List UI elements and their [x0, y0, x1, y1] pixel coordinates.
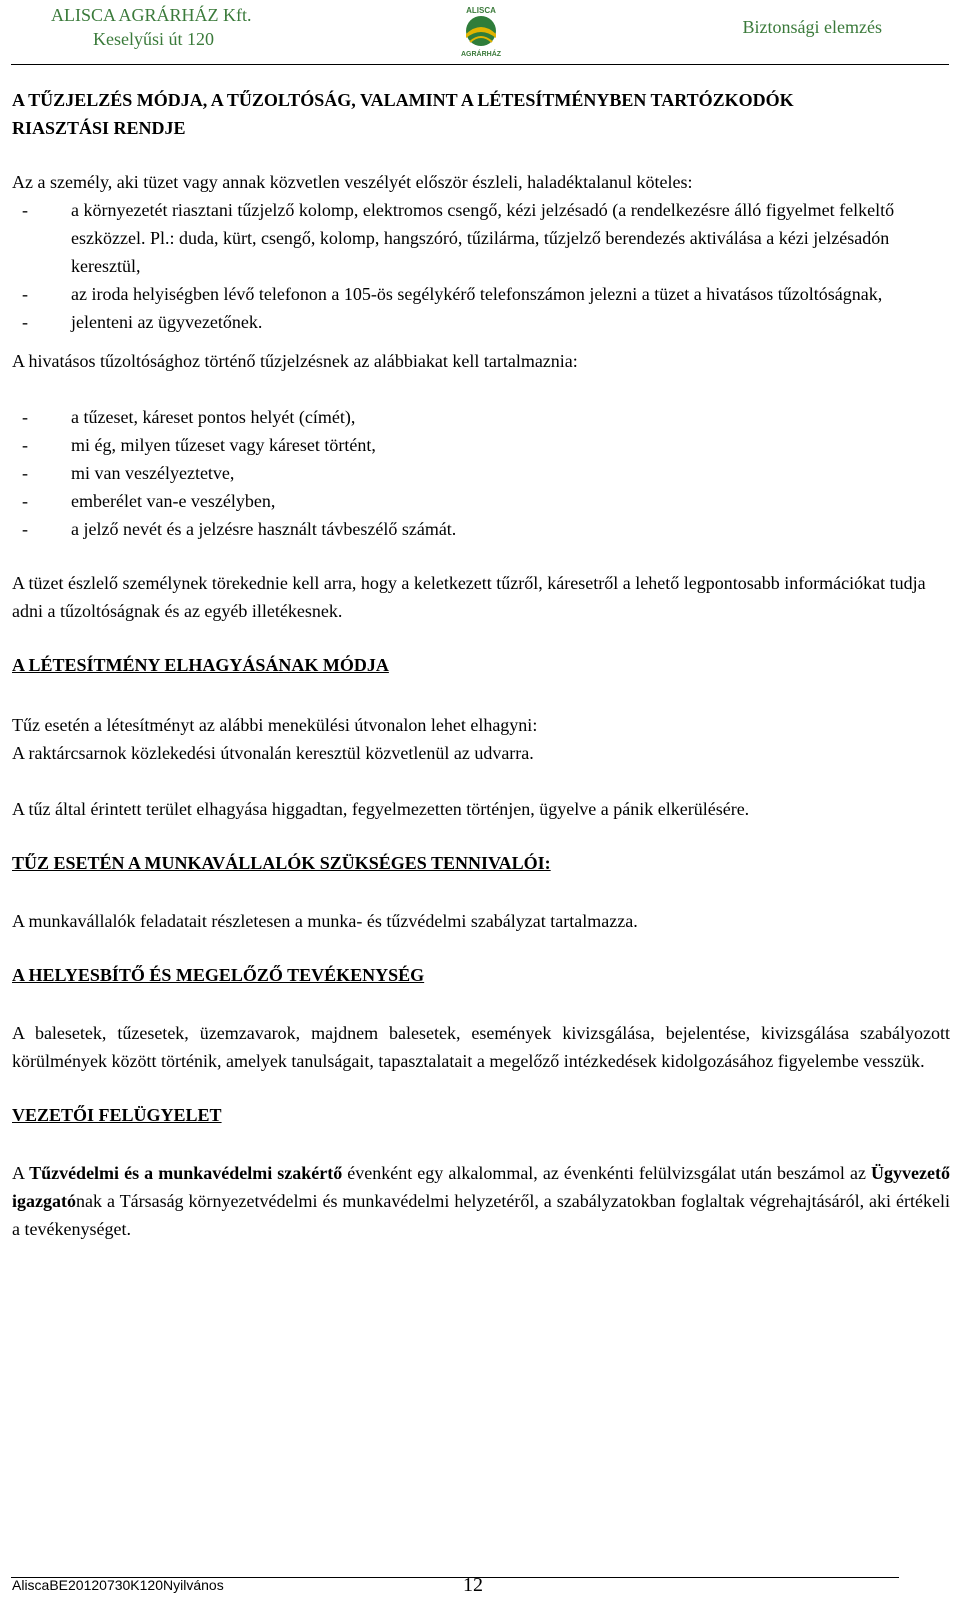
report-item-2: - mi ég, milyen tűzeset vagy káreset történt, [12, 431, 950, 459]
section1-closing: A tüzet észlelő személynek törekednie kell arra, hogy a keletkezett tűzről, káresetről a lehető legpontosabb információkat tudja adni a tűzoltóságnak és az egyéb illetékesnek. [12, 573, 926, 621]
header-company-block [51, 3, 252, 51]
section2-line2: A raktárcsarnok közlekedési útvonalán keresztül közvetlenül az udvarra. [12, 743, 534, 763]
director-role-text: Ügyvezető igazgató [12, 1163, 950, 1211]
section1-bullet-3: - jelenteni az ügyvezetőnek. [12, 308, 950, 336]
section1-bullet-1: - a környezetét riasztani tűzjelző kolomp, elektromos csengő, kézi jelzésadó (a rendelkezésre álló figyelmet felkeltő eszközzel. Pl.: duda, kürt, csengő, kolomp, hangszóró, tűzilárma, tűzjelző berendezés aktiválása a kézi jelzésadón keresztül, [12, 196, 950, 280]
expert-role-text: Tűzvédelmi és a munkavédelmi szakértő [29, 1163, 343, 1183]
page-header [0, 0, 960, 60]
section-fire-reporting [12, 86, 950, 625]
section-management-oversight [12, 1101, 950, 1243]
report-intro: A hivatásos tűzoltósághoz történő tűzjelzésnek az alábbiakat kell tartalmaznia: [12, 351, 578, 371]
report-item-1: - a tűzeset, káreset pontos helyét (címét), [12, 403, 950, 431]
header-rule [11, 64, 949, 65]
section3-title: TŰZ ESETÉN A MUNKAVÁLLALÓK SZÜKSÉGES TENNIVALÓI: [12, 853, 551, 873]
page-number: 12 [463, 1574, 483, 1596]
section-employee-tasks [12, 849, 950, 935]
section-evacuation [12, 651, 950, 823]
section2-para: A tűz által érintett terület elhagyása higgadtan, fegyelmezetten történjen, ügyelve a pánik elkerülésére. [12, 799, 750, 819]
logo-top-text: ALISCA [466, 6, 496, 15]
page-content [12, 86, 950, 1243]
section1-title-line1: A TŰZJELZÉS MÓDJA, A TŰZOLTÓSÁG, VALAMINT A LÉTESÍTMÉNYBEN TARTÓZKODÓK [12, 90, 794, 110]
section3-para: A munkavállalók feladatait részletesen a munka- és tűzvédelmi szabályzat tartalmazza. [12, 911, 638, 931]
footer-doc-id: AliscaBE20120730K120Nyilvános [12, 1577, 224, 1593]
section2-line1: Tűz esetén a létesítményt az alábbi menekülési útvonalon lehet elhagyni: [12, 715, 538, 735]
report-item-5: - a jelző nevét és a jelzésre használt távbeszélő számát. [12, 515, 950, 543]
section-corrective-preventive [12, 961, 950, 1075]
section4-title: A HELYESBÍTŐ ÉS MEGELŐZŐ TEVÉKENYSÉG [12, 965, 425, 985]
alisca-logo [452, 2, 510, 58]
section5-title: VEZETŐI FELÜGYELET [12, 1105, 222, 1125]
header-company-name: ALISCA AGRÁRHÁZ Kft. [51, 5, 252, 25]
section1-title-line2: RIASZTÁSI RENDJE [12, 118, 186, 138]
section4-para: A balesetek, tűzesetek, üzemzavarok, majdnem balesetek, események kivizsgálása, bejelentése, kivizsgálása szabályozott körülmények között történik, amelyek tanulságait, tapasztalatait a megelőző intézkedések kidolgozásához figyelembe vesszük. [12, 1023, 950, 1071]
logo-bottom-text: AGRÁRHÁZ [460, 51, 502, 58]
report-item-3: - mi van veszélyeztetve, [12, 459, 950, 487]
header-doc-title: Biztonsági elemzés [742, 17, 882, 37]
report-item-4: - emberélet van-e veszélyben, [12, 487, 950, 515]
section5-para: A Tűzvédelmi és a munkavédelmi szakértő évenként egy alkalommal, az évenkénti felülvizsgálat után beszámol az Ügyvezető igazgatónak a Társaság környezetvédelmi és munkavédelmi helyzetéről, a szabályzatokban foglaltak végrehajtásáról, aki értékeli a tevékenységet. [12, 1163, 950, 1239]
section2-title: A LÉTESÍTMÉNY ELHAGYÁSÁNAK MÓDJA [12, 655, 389, 675]
header-address: Keselyűsi út 120 [93, 29, 214, 49]
section1-intro: Az a személy, aki tüzet vagy annak közvetlen veszélyét először észleli, haladéktalanul köteles: [12, 172, 693, 192]
section1-bullet-2: - az iroda helyiségben lévő telefonon a 105-ös segélykérő telefonszámon jelezni a tüzet a hivatásos tűzoltóságnak, [12, 280, 950, 308]
